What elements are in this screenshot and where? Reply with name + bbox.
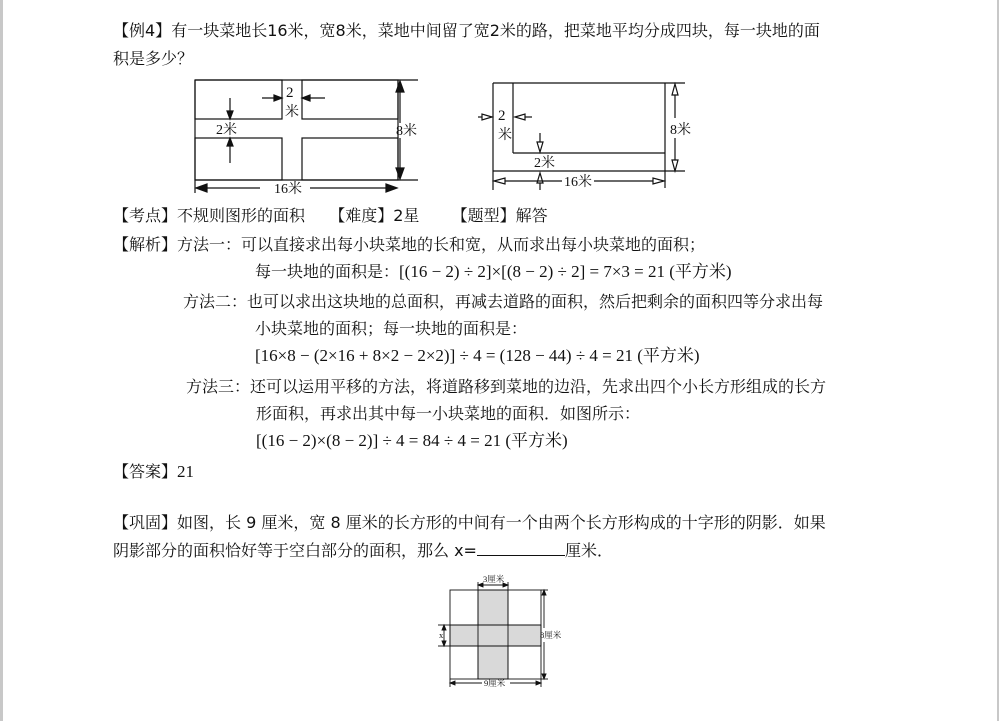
practice-text-2: 阴影部分的面积恰好等于空白部分的面积，那么 x= — [113, 541, 477, 560]
fig1-road-top-number: 2 — [286, 85, 294, 101]
meta-line — [113, 206, 548, 226]
kaodian-label: 【考点】 — [113, 206, 178, 225]
analysis-label: 【解析】 — [113, 235, 178, 254]
nandu-value: 2星 — [393, 206, 420, 225]
method3-text-1: 还可以运用平移的方法，将道路移到菜地的边沿，先求出四个小长方形组成的长方 — [250, 377, 827, 396]
figure-cross-road — [190, 78, 430, 198]
method3-line1 — [186, 377, 826, 397]
method1-text: 可以直接求出每小块菜地的长和宽，从而求出每小块菜地的面积； — [241, 235, 706, 254]
fig2-length-label: 16米 — [564, 175, 592, 190]
example-question-text-2: 积是多少？ — [113, 49, 194, 68]
tixing-label: 【题型】 — [451, 206, 516, 225]
method3-title: 方法三： — [186, 377, 251, 396]
fig3-bottom-label: 9厘米 — [484, 678, 506, 688]
method1-formula-line — [255, 262, 732, 282]
method3-formula-line — [256, 431, 568, 451]
method3-formula: [(16 − 2)×(8 − 2)] ÷ 4 = 84 ÷ 4 = 21 (平方米) — [256, 431, 568, 450]
method2-text-2: 小块菜地的面积；每一块地的面积是： — [255, 319, 528, 338]
nandu-label: 【难度】 — [329, 206, 394, 225]
example-question-line1 — [113, 21, 820, 41]
method2-line1 — [183, 292, 823, 312]
fig2-road-left-number: 2 — [498, 108, 506, 124]
method2-formula-line — [255, 346, 700, 366]
example-label: 【例4】 — [113, 21, 172, 40]
practice-text-1: 如图，长 9 厘米，宽 8 厘米的长方形的中间有一个由两个长方形构成的十字形的阴影．如果 — [177, 513, 826, 532]
practice-text-2-suffix: 厘米． — [564, 541, 613, 560]
answer-value: 21 — [177, 462, 195, 481]
practice-line2 — [113, 541, 613, 561]
answer-label: 【答案】 — [113, 462, 178, 481]
fig1-road-top-unit: 米 — [285, 105, 299, 120]
method3-text-2: 形面积，再求出其中每一小块菜地的面积．如图所示： — [256, 404, 641, 423]
kaodian-value: 不规则图形的面积 — [177, 206, 306, 225]
analysis-method1-line — [113, 235, 705, 255]
example-question-line2 — [113, 49, 193, 69]
practice-label: 【巩固】 — [113, 513, 178, 532]
method2-formula: [16×8 − (2×16 + 8×2 − 2×2)] ÷ 4 = (128 − 44) ÷ 4 = 21 (平方米) — [255, 346, 700, 365]
method3-line2 — [256, 404, 640, 424]
fig1-height-label: 8米 — [396, 124, 417, 139]
figure-translated-road — [470, 78, 710, 198]
method2-line2 — [255, 319, 527, 339]
fig3-right-label: 8厘米 — [540, 630, 562, 640]
method1-title: 方法一： — [177, 235, 242, 254]
method2-text-1: 也可以求出这块地的总面积，再减去道路的面积，然后把剩余的面积四等分求出每 — [247, 292, 824, 311]
fig1-length-label: 16米 — [274, 182, 302, 197]
method1-formula: [(16 − 2) ÷ 2]×[(8 − 2) ÷ 2] = 7×3 = 21 (平方米) — [399, 262, 732, 281]
tixing-value: 解答 — [515, 206, 548, 225]
fig2-road-bottom-label: 2米 — [534, 156, 555, 171]
figure-cross-shadow — [430, 572, 590, 692]
fig3-top-label: 3厘米 — [483, 574, 505, 584]
answer-blank[interactable] — [477, 541, 565, 556]
example-question-text: 有一块菜地长16米，宽8米，菜地中间留了宽2米的路，把菜地平均分成四块，每一块地的面 — [171, 21, 820, 40]
fig1-road-left-label: 2米 — [216, 123, 237, 138]
answer-line — [113, 462, 194, 482]
fig2-road-left-unit: 米 — [498, 128, 512, 143]
method1-formula-prefix: 每一块地的面积是： — [255, 262, 400, 281]
fig2-height-label: 8米 — [670, 123, 691, 138]
practice-line1 — [113, 513, 826, 533]
fig3-left-label: x — [439, 630, 444, 640]
method2-title: 方法二： — [183, 292, 248, 311]
page-left-edge — [0, 0, 3, 721]
